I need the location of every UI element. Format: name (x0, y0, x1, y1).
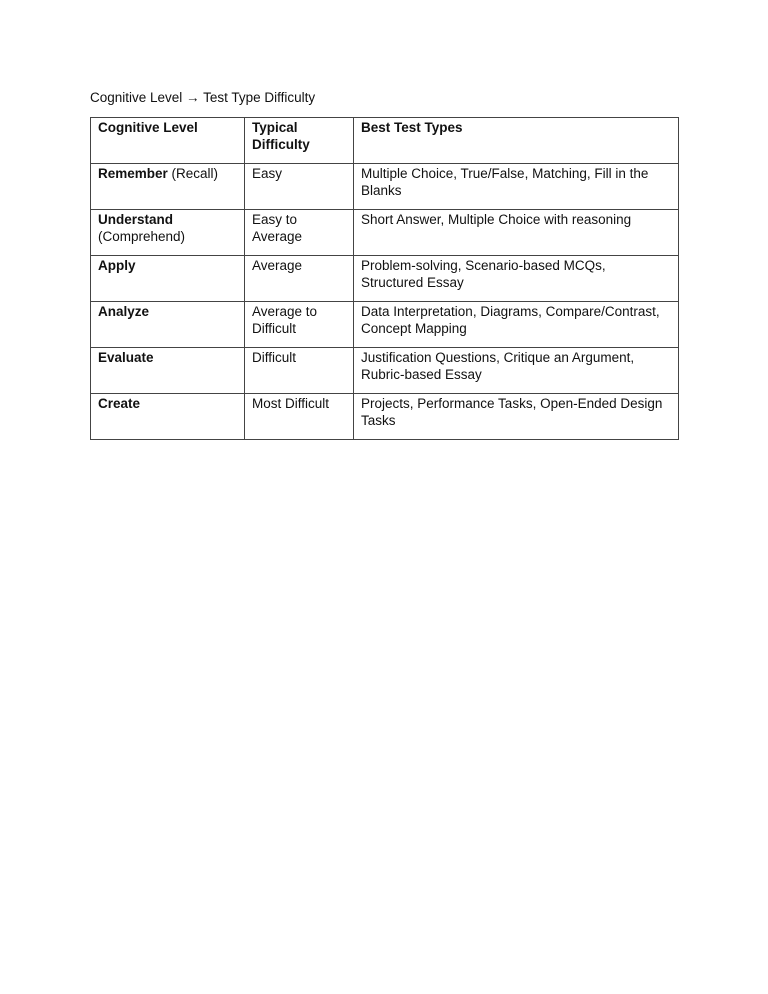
level-name: Analyze (98, 304, 150, 319)
table-row (91, 164, 679, 210)
header-typical-difficulty: Typical Difficulty (245, 118, 354, 164)
level-name: Create (98, 396, 141, 411)
cognitive-level-cell (91, 164, 245, 210)
difficulty-table (90, 117, 679, 440)
test-types-cell: Justification Questions, Critique an Argument, Rubric-based Essay (354, 348, 679, 394)
difficulty-cell: Easy to Average (245, 210, 354, 256)
test-types-cell: Short Answer, Multiple Choice with reasoning (354, 210, 679, 256)
cognitive-level-cell (91, 302, 245, 348)
difficulty-cell: Average (245, 256, 354, 302)
difficulty-cell: Easy (245, 164, 354, 210)
table-row (91, 210, 679, 256)
table-header-row (91, 118, 679, 164)
header-cognitive-level: Cognitive Level (91, 118, 245, 164)
table-row (91, 348, 679, 394)
difficulty-cell: Most Difficult (245, 394, 354, 440)
cognitive-level-cell (91, 394, 245, 440)
table-row (91, 256, 679, 302)
header-best-test-types: Best Test Types (354, 118, 679, 164)
level-name: Remember (98, 166, 168, 181)
table-row (91, 394, 679, 440)
test-types-cell: Multiple Choice, True/False, Matching, Fill in the Blanks (354, 164, 679, 210)
cognitive-level-cell (91, 210, 245, 256)
table-row (91, 302, 679, 348)
difficulty-cell: Average to Difficult (245, 302, 354, 348)
level-name: Apply (98, 258, 136, 273)
level-name: Understand (98, 212, 174, 227)
difficulty-cell: Difficult (245, 348, 354, 394)
page-title: Cognitive Level → Test Type Difficulty (90, 90, 316, 105)
level-note: (Recall) (167, 166, 219, 181)
cognitive-level-cell (91, 256, 245, 302)
level-note: (Comprehend) (98, 229, 186, 244)
test-types-cell: Projects, Performance Tasks, Open-Ended Design Tasks (354, 394, 679, 440)
test-types-cell: Data Interpretation, Diagrams, Compare/Contrast, Concept Mapping (354, 302, 679, 348)
cognitive-level-cell (91, 348, 245, 394)
level-name: Evaluate (98, 350, 154, 365)
test-types-cell: Problem-solving, Scenario-based MCQs, Structured Essay (354, 256, 679, 302)
